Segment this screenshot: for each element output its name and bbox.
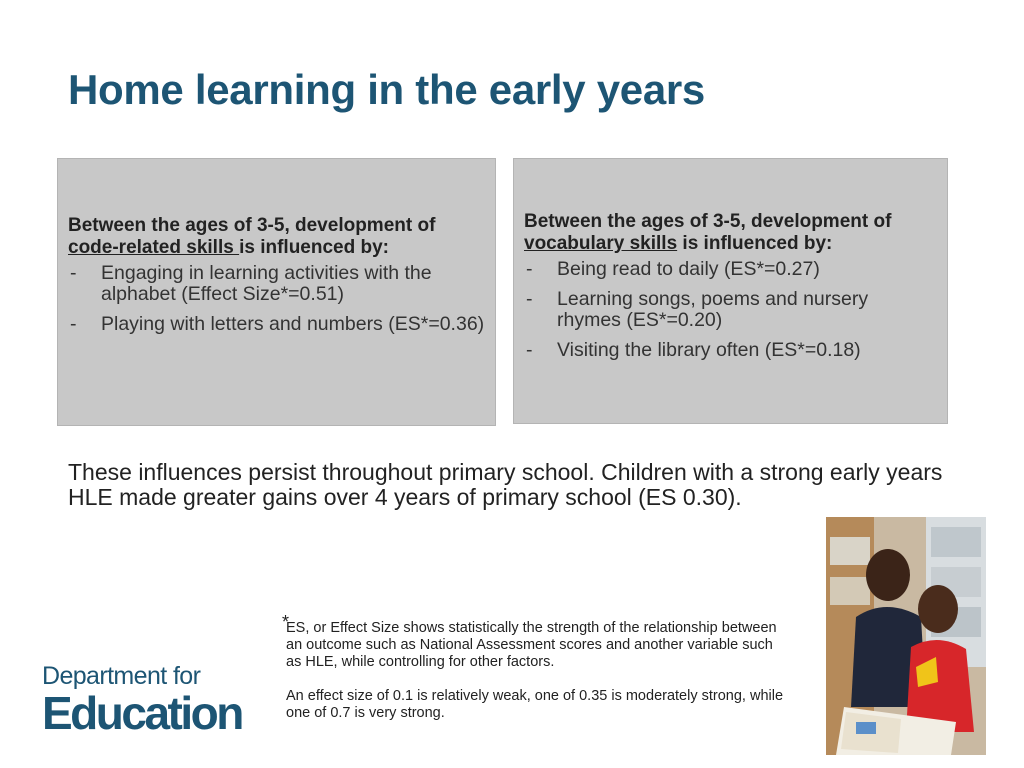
dash-marker: - <box>70 262 77 284</box>
dash-marker: - <box>70 313 77 335</box>
vocabulary-skills-box <box>513 158 948 424</box>
list-item <box>524 289 937 331</box>
department-for-education-logo <box>42 662 282 739</box>
footnote-star: * <box>282 612 290 632</box>
summary-text: These influences persist throughout primary school. Children with a strong early years HLE made greater gains over 4 years of primary school (ES 0.30). <box>68 459 943 510</box>
heading-text: Between the ages of 3-5, development of <box>68 215 436 236</box>
footnote-scale: An effect size of 0.1 is relatively weak, one of 0.35 is moderately strong, while one of 0.7 is very strong. <box>286 688 784 721</box>
footnote <box>282 612 786 739</box>
heading-text: Between the ages of 3-5, development of <box>524 211 892 232</box>
list-item <box>524 259 937 280</box>
list-item-text: Learning songs, poems and nursery rhymes (ES*=0.20) <box>557 288 869 331</box>
heading-text: is influenced by: <box>677 233 833 254</box>
father-reading-with-child-photo <box>826 517 986 755</box>
heading-text: is influenced by: <box>239 237 389 258</box>
code-skills-heading <box>68 215 485 259</box>
dash-marker: - <box>526 339 533 361</box>
dash-marker: - <box>526 258 533 280</box>
code-skills-list <box>68 263 485 335</box>
list-item-text: Playing with letters and numbers (ES*=0.36) <box>101 313 485 335</box>
logo-line-1: Department for <box>42 662 201 690</box>
list-item <box>68 263 485 305</box>
heading-underlined: code-related skills <box>68 237 240 258</box>
vocabulary-skills-heading <box>524 211 937 255</box>
footnote-definition: ES, or Effect Size shows statistically the strength of the relationship between an outcome such as National Assessment scores and another variable such as HLE, while controlling for other factors. <box>286 620 777 670</box>
list-item <box>68 314 485 335</box>
list-item <box>524 340 937 361</box>
heading-underlined: vocabulary skills <box>524 233 678 254</box>
dash-marker: - <box>526 288 533 310</box>
list-item-text: Engaging in learning activities with the alphabet (Effect Size*=0.51) <box>101 262 432 305</box>
logo-line-2: Education <box>42 687 242 739</box>
slide-title: Home learning in the early years <box>68 66 705 113</box>
vocabulary-skills-list <box>524 259 937 361</box>
code-skills-box <box>57 158 496 426</box>
list-item-text: Visiting the library often (ES*=0.18) <box>557 339 861 361</box>
list-item-text: Being read to daily (ES*=0.27) <box>557 258 820 280</box>
